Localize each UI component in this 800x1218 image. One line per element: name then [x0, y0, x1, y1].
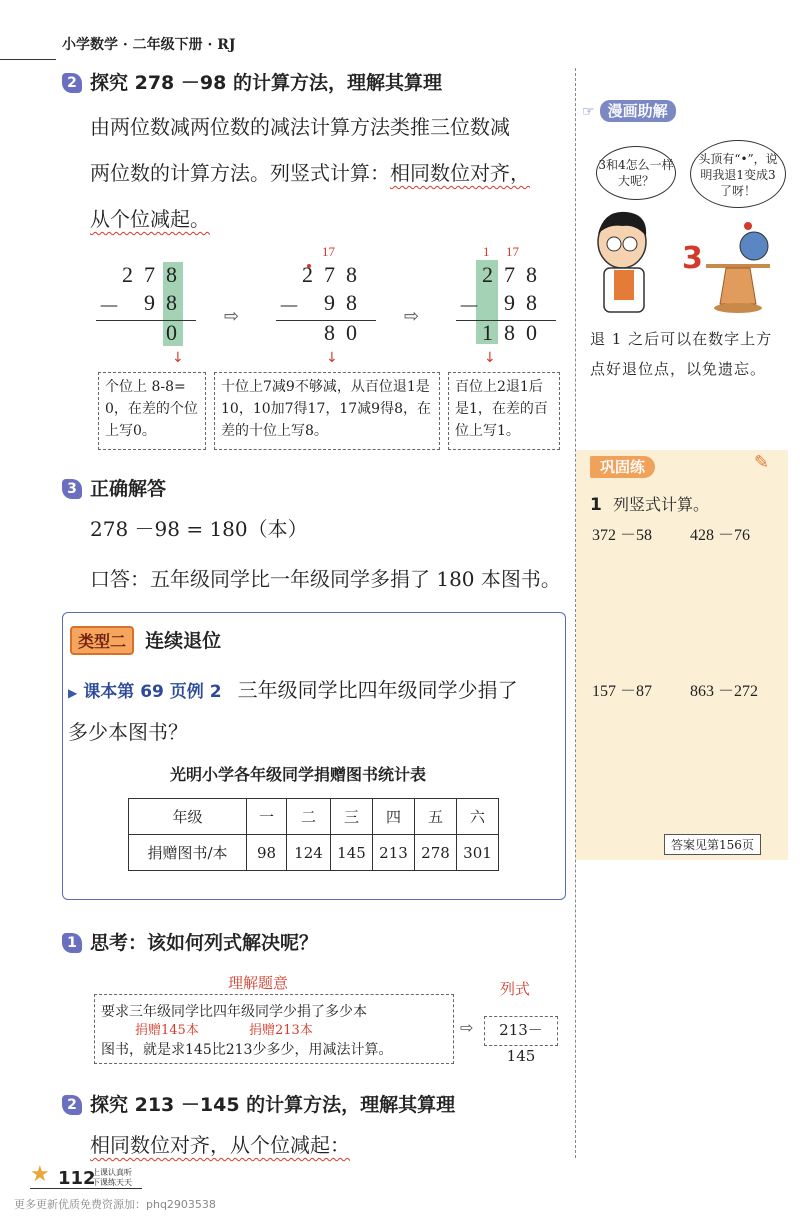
table-row: [129, 835, 499, 871]
speech-bubble-right: 头顶有“•”，说明我退1变成3了呀！: [690, 140, 786, 208]
watermark-text: 更多更新优质免费资源加：phq2903538: [14, 1198, 216, 1211]
note-box-hundreds: 百位上2退1后是1，在差的百位上写1。: [448, 372, 560, 450]
table-cell: 124: [287, 835, 331, 871]
note-box-tens: 十位上7减9不够减，从百位退1是10，10加7得17，17减9得8，在差的十位上写8。: [214, 372, 440, 450]
note-box-ones: 个位上 8-8= 0，在差的个位上写0。: [98, 372, 206, 450]
calc-digit: 9: [324, 290, 335, 315]
down-arrow-icon: ↓: [172, 350, 184, 366]
table-cell: 五: [415, 799, 457, 835]
calc-digit: 0: [166, 320, 177, 345]
calc-rule: [96, 320, 196, 321]
formula-label: 列式: [500, 980, 531, 998]
question-text: 列竖式计算。: [612, 495, 709, 514]
table-cell: 一: [247, 799, 287, 835]
calc-digit: 2: [482, 262, 493, 287]
oral-answer: 口答：五年级同学比一年级同学多捐了 180 本图书。: [90, 567, 561, 591]
understanding-box: [94, 994, 454, 1064]
table-cell: 四: [373, 799, 415, 835]
annotation-213: 捐赠213本: [249, 1023, 313, 1038]
calc-digit: 8: [526, 290, 537, 315]
borrow-mark: 17: [322, 244, 335, 259]
table-cell: 年级: [129, 799, 247, 835]
calc-digit: 7: [504, 262, 515, 287]
calc-digit: 0: [526, 320, 537, 345]
practice-question: [590, 492, 709, 515]
table-cell: 捐赠图书/本: [129, 835, 247, 871]
key-phrase-start-ones: 从个位减起。: [90, 207, 210, 231]
understanding-line-1: 要求三年级同学比四年级同学少捐了多少本: [101, 1004, 367, 1020]
table-cell: 278: [415, 835, 457, 871]
textbook-reference: 课本第 69 页例 2: [83, 682, 222, 702]
calc-digit: 8: [346, 262, 357, 287]
key-phrase-align: 相同数位对齐，: [390, 161, 530, 185]
table-cell: 三: [331, 799, 373, 835]
example-question-line-2: 多少本图书？: [68, 720, 188, 744]
example-question-line-1: ▶ 课本第 69 页例 2 三年级同学比四年级同学少捐了: [68, 678, 518, 702]
calc-digit: 7: [324, 262, 335, 287]
minus-sign: －: [458, 294, 481, 319]
calc-digit: 9: [144, 290, 155, 315]
type-title: 连续退位: [145, 630, 222, 652]
heading-text: 探究 278 －98 的计算方法，理解其算理: [90, 72, 442, 94]
scale-digit: 3: [682, 241, 703, 276]
section-marker: 3: [62, 479, 82, 499]
section-marker: 2: [62, 1095, 82, 1115]
page-number: 112: [58, 1168, 96, 1189]
paragraph-line-1: 由两位数减两位数的减法计算方法类推三位数减: [90, 115, 510, 139]
footer-slogan: 上课认真听 下课练天天: [92, 1168, 132, 1187]
calc-digit: 8: [504, 320, 515, 345]
type-tag: 类型二: [70, 626, 134, 655]
heading-text: 正确解答: [90, 478, 167, 500]
practice-tag: 巩固练: [590, 456, 655, 478]
section-marker: 2: [62, 73, 82, 93]
boy-figure-icon: [598, 212, 646, 312]
calc-digit: 7: [144, 262, 155, 287]
calc-digit: 2: [302, 262, 313, 287]
balance-scale-icon: [706, 264, 770, 313]
calc-digit: 8: [166, 290, 177, 315]
pointing-hand-icon: ☞: [582, 104, 595, 120]
table-row: [129, 799, 499, 835]
answer-reference: 答案见第156页: [664, 834, 761, 855]
table-title: 光明小学各年级同学捐赠图书统计表: [170, 765, 427, 784]
table-cell: 213: [373, 835, 415, 871]
paragraph-line-2: 两位数的计算方法。列竖式计算：相同数位对齐，: [90, 161, 530, 185]
borrow-mark: 17: [506, 244, 519, 259]
triangle-bullet-icon: ▶: [68, 686, 78, 700]
heading-text: 探究 213 －145 的计算方法，理解其算理: [90, 1094, 456, 1116]
down-arrow-icon: ↓: [326, 350, 338, 366]
calc-digit: 2: [122, 262, 133, 287]
section-heading-think: [62, 928, 318, 955]
table-cell: 六: [457, 799, 499, 835]
down-arrow-icon: ↓: [484, 350, 496, 366]
section-heading-explore-213: [62, 1090, 455, 1117]
digit-character-icon: [740, 222, 768, 260]
calc-digit: 8: [526, 262, 537, 287]
mascot-icon: ★: [30, 1162, 50, 1187]
comic-tag: 漫画助解: [600, 100, 676, 122]
table-cell: 145: [331, 835, 373, 871]
practice-problem: 428 －76: [690, 527, 751, 544]
footer-rule: [30, 1188, 142, 1189]
heading-text: 思考：该如何列式解决呢？: [90, 932, 319, 954]
understand-label: 理解题意: [228, 974, 289, 992]
table-cell: 301: [457, 835, 499, 871]
practice-problem: 157 －87: [592, 683, 653, 700]
donation-table: [128, 798, 499, 871]
step-arrow: ⇨: [224, 306, 240, 327]
book-title: 小学数学 · 二年级下册 · RJ: [62, 37, 236, 53]
table-cell: 二: [287, 799, 331, 835]
comic-section-header: [582, 100, 676, 121]
practice-problem: 863 －272: [690, 683, 759, 700]
calc-digit: 8: [324, 320, 335, 345]
calc-digit: 8: [346, 290, 357, 315]
vertical-calc-step-3: [456, 244, 556, 354]
calc-digit: 8: [166, 262, 177, 287]
vertical-calc-step-1: [96, 262, 196, 352]
explore-213-text: 相同数位对齐，从个位减起：: [90, 1133, 350, 1157]
understanding-line-2: 图书，就是求145比213少多少，用减法计算。: [101, 1042, 393, 1058]
calc-digit: 1: [482, 320, 493, 345]
borrow-mark: 1: [483, 244, 490, 259]
type-two-header: [70, 626, 221, 655]
step-arrow: ⇨: [404, 306, 420, 327]
section-marker: 1: [62, 933, 82, 953]
pencil-icon: ✎: [754, 452, 770, 473]
calc-digit: 0: [346, 320, 357, 345]
section-heading-answer: [62, 474, 166, 501]
to-formula-arrow: ⇨: [460, 1018, 474, 1037]
equation: 278 －98 = 180（本）: [90, 517, 308, 541]
annotation-145: 捐赠145本: [135, 1023, 199, 1038]
practice-problem: 372 －58: [592, 527, 653, 544]
practice-header: [590, 456, 655, 477]
minus-sign: －: [278, 294, 301, 319]
comic-explanation: 退 1 之后可以在数字上方点好退位点，以免遗忘。: [590, 330, 773, 378]
section-heading-explore-278: [62, 68, 442, 95]
formula-box: 213－145: [484, 1016, 558, 1046]
table-cell: 98: [247, 835, 287, 871]
calc-digit: 9: [504, 290, 515, 315]
minus-sign: －: [98, 294, 121, 319]
explore-paragraph: [90, 104, 570, 242]
comic-illustration: [586, 204, 782, 320]
vertical-calc-step-2: [276, 244, 376, 354]
speech-bubble-left: 3和4怎么一样大呢？: [596, 146, 676, 200]
header-corner-line: [0, 0, 56, 60]
question-number: 1: [590, 495, 602, 515]
